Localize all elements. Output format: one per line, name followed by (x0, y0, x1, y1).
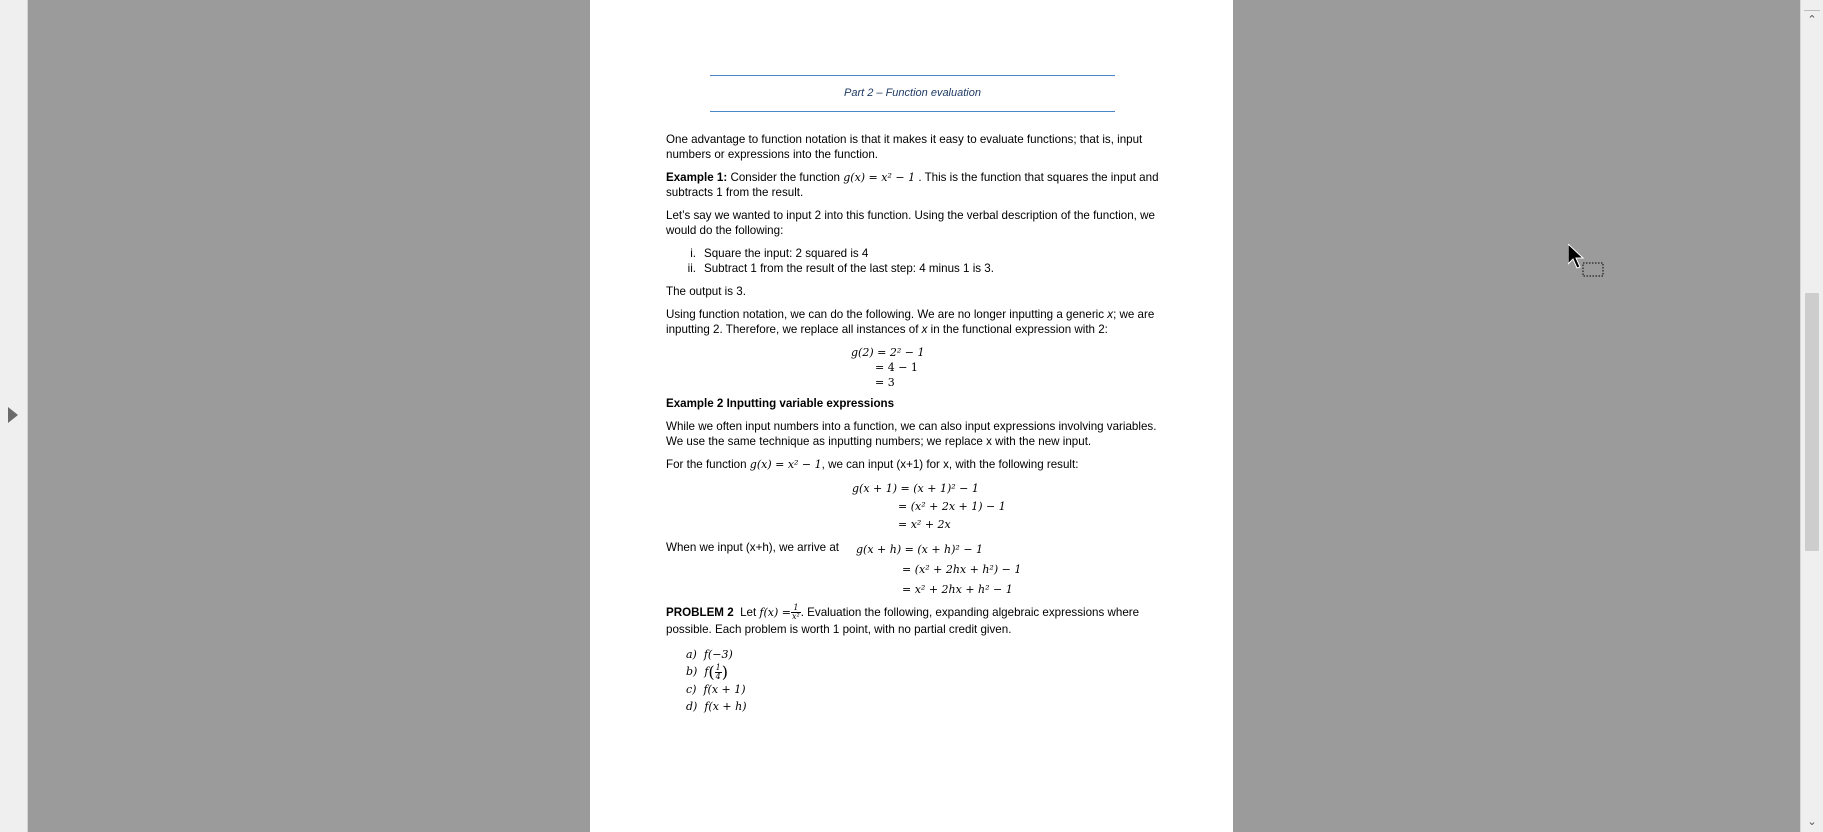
list-item (666, 646, 1166, 663)
fraction-numerator: 1 (715, 662, 721, 672)
example2-function-paragraph (666, 457, 1166, 472)
notation-text-a: Using function notation, we can do the following. We are no longer inputting a generic (666, 308, 1108, 321)
side-panel-strip (0, 0, 28, 832)
scroll-down-arrow-icon[interactable]: ⌄ (1807, 815, 1817, 828)
list-item (666, 681, 1166, 698)
notation-var-x: x (1107, 308, 1114, 321)
step-text: Subtract 1 from the result of the last step: 4 minus 1 is 3. (704, 262, 994, 275)
steps-list (666, 246, 1166, 276)
input-h-label: When we input (x+h), we arrive at (666, 541, 840, 554)
list-item (666, 261, 1166, 276)
example2-heading: Example 2 Inputting variable expressions (666, 397, 895, 410)
scroll-up-arrow-icon[interactable]: ⌃ (1807, 13, 1817, 26)
example2-math: g(x) = x² − 1 (749, 458, 822, 471)
scrollbar-thumb[interactable] (1805, 293, 1819, 551)
document-page (590, 0, 1233, 832)
mouse-cursor-icon (1568, 244, 1608, 284)
problem2-let: Let (733, 606, 760, 619)
part-expression: f(−3) (703, 648, 733, 662)
notation-text-b: ; we are inputting 2. Therefore, we replace all instances of (666, 308, 1155, 336)
list-item (666, 698, 1166, 715)
equation-line: = x² + 2hx + h² − 1 (902, 583, 1013, 596)
part-expression: f(x + h) (704, 699, 747, 713)
problem2-text: . Evaluation the following, expanding algebraic expressions where possible. Each problem is worth 1 point, with no partial credit given. (666, 606, 1140, 637)
example1-paragraph (666, 170, 1166, 200)
input-h-block (666, 540, 1166, 598)
step-number: ii. (687, 262, 696, 275)
fraction-numerator: 1 (791, 604, 801, 613)
example2-paragraph: While we often input numbers into a function, we can also input expressions involving variables. We use the same technique as inputting numbers; we replace x with the new input. (666, 420, 1157, 448)
vertical-scrollbar[interactable] (1800, 0, 1823, 832)
part-expression: f(x + 1) (703, 682, 746, 696)
equation-line: g(x + h) = (x + h)² − 1 (856, 543, 984, 556)
fraction-denominator: x² (792, 612, 800, 622)
verbal-intro-paragraph: Let’s say we wanted to input 2 into this function. Using the verbal description of the function, we would do the following: (666, 209, 1155, 237)
expand-panel-arrow-icon[interactable] (8, 407, 18, 423)
equation-line: = 4 − 1 (875, 361, 918, 374)
list-item (666, 663, 1166, 681)
equation-gxh (856, 540, 1021, 600)
example1-text-b: . This is the function that squares the input and subtracts 1 from the result. (666, 171, 1159, 199)
example1-label: Example 1: (666, 171, 728, 184)
example2-text-b: , we can input (x+1) for x, with the following result: (821, 458, 1079, 471)
step-text: Square the input: 2 squared is 4 (704, 247, 869, 260)
notation-paragraph (666, 307, 1166, 337)
notation-var-x: x (921, 323, 928, 336)
part-function: f (704, 665, 709, 679)
part-label: d) (686, 699, 698, 713)
paren-open: ( (708, 662, 715, 682)
equation-line: = (x² + 2hx + h²) − 1 (902, 563, 1022, 576)
example1-text-a: Consider the function (727, 171, 844, 184)
paren-close: ) (721, 662, 729, 682)
equation-g2 (666, 345, 1166, 390)
fraction-denominator: 4 (715, 671, 721, 681)
equation-line: g(x + 1) = (x + 1)² − 1 (852, 482, 979, 495)
page-header-title: Part 2 – Function evaluation (844, 87, 981, 99)
list-item (666, 246, 1166, 261)
part-label: b) (686, 665, 698, 679)
problem2-fraction (791, 604, 801, 621)
notation-text-c: in the functional expression with 2: (927, 323, 1108, 336)
equation-line: = (x² + 2x + 1) − 1 (898, 500, 1006, 513)
problem2-label: PROBLEM 2 (666, 606, 734, 619)
part-fraction (715, 664, 722, 681)
header-rule-top (710, 75, 1115, 76)
header-rule-bottom (710, 111, 1115, 112)
document-body (666, 132, 1166, 715)
example2-text-a: For the function (666, 458, 750, 471)
scrollbar-top-mark (1804, 0, 1820, 11)
equation-line: = 3 (875, 376, 895, 389)
problem2-paragraph (666, 604, 1166, 638)
equation-line: g(2) = 2² − 1 (851, 346, 925, 359)
problem2-function: f(x) = (759, 606, 791, 619)
intro-paragraph: One advantage to function notation is that it makes it easy to evaluate functions; that is, input numbers or expressions into the function. (666, 133, 1143, 161)
part-label: c) (686, 682, 697, 696)
problem-parts-list (666, 646, 1166, 715)
output-paragraph: The output is 3. (666, 285, 746, 298)
example1-math: g(x) = x² − 1 (843, 171, 916, 184)
part-label: a) (686, 648, 697, 662)
step-number: i. (690, 247, 696, 260)
equation-gx1 (666, 480, 1166, 534)
equation-line: = x² + 2x (898, 518, 951, 531)
